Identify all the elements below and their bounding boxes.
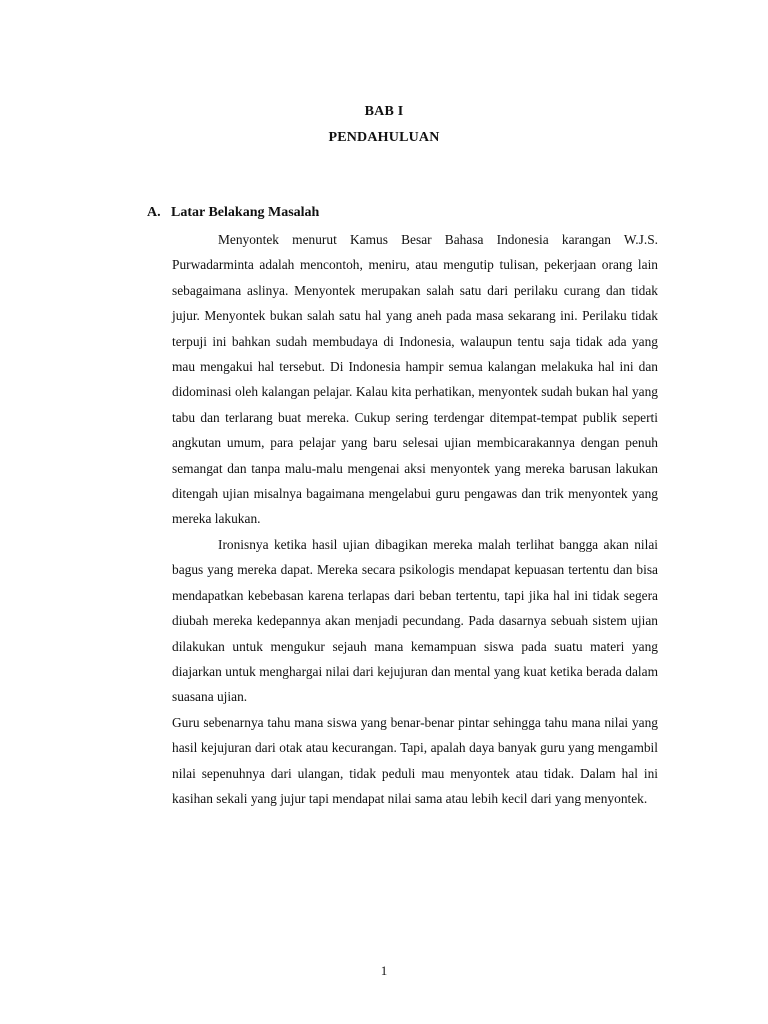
paragraph: Guru sebenarnya tahu mana siswa yang benar-benar pintar sehingga tahu mana nilai yang hasil kejujuran dari otak atau kecurangan. Tapi, apalah daya banyak guru yang mengambil nilai sepenuhnya dari ulangan, tidak peduli mau menyontek atau tidak. Dalam hal ini kasihan sekali yang jujur tapi mendapat nilai sama atau lebih kecil dari yang menyontek.: [172, 714, 658, 806]
paragraph: Menyontek menurut Kamus Besar Bahasa Indonesia karangan W.J.S. Purwadarminta adalah mencontoh, meniru, atau mengutip tulisan, pekerjaan orang lain sebagaimana aslinya. Menyontek merupakan salah satu dari perilaku curang dan tidak jujur. Menyontek bukan salah satu hal yang aneh pada masa sekarang ini. Perilaku tidak terpuji ini bahkan sudah membudaya di Indonesia, walaupun tentu saja tidak ada yang mau mengakui hal tersebut. Di Indonesia hampir semua kalangan melakuka hal ini dan didominasi oleh kalangan pelajar. Kalau kita perhatikan, menyontek sudah bukan hal yang tabu dan terlarang buat mereka. Cukup sering terdengar ditempat-tempat publik seperti angkutan umum, para pelajar yang baru selesai ujian membicarakannya dengan penuh semangat dan tanpa malu-malu mengenai aksi menyontek yang mereka barusan lakukan ditengah ujian misalnya bagaimana mengelabui guru pengawas dan trik menyontek yang mereka lakukan.: [172, 232, 658, 527]
paragraph: Ironisnya ketika hasil ujian dibagikan mereka malah terlihat bangga akan nilai bagus yang mereka dapat. Mereka secara psikologis mendapat kepuasan tertentu dan bisa mendapatkan kebebasan karena terlapas dari beban tertentu, tapi jika hal ini tidak segera diubah mereka kedepannya akan menjadi pecundang. Pada dasarnya sebuah sistem ujian dilakukan untuk mengukur sejauh mana kemampuan siswa pada suatu materi yang diajarkan untuk menghargai nilai dari kejujuran dan mental yang kuat ketika berada dalam suasana ujian.: [172, 536, 658, 705]
chapter-title: PENDAHULUAN: [328, 130, 440, 145]
section-marker: A.: [147, 205, 161, 220]
body-text: [172, 227, 658, 811]
chapter-number: BAB I: [364, 104, 404, 119]
section-heading: [147, 205, 319, 221]
section-title: Latar Belakang Masalah: [171, 205, 320, 220]
page-number: 1: [380, 963, 388, 978]
